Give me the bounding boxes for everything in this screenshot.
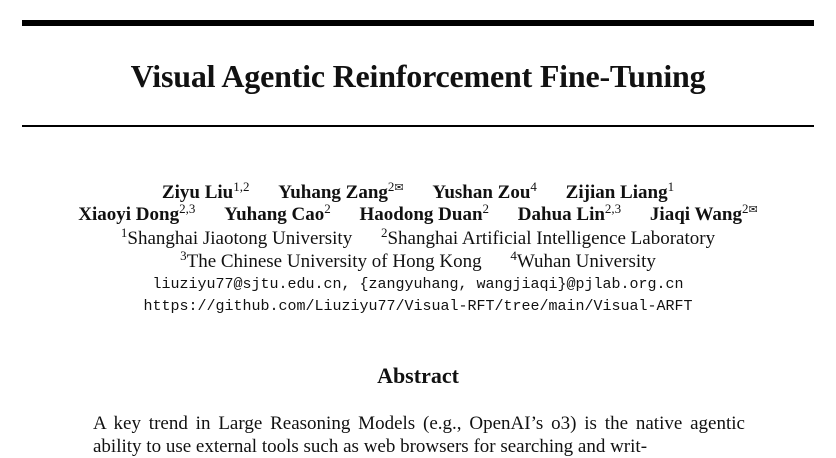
paper-title: Visual Agentic Reinforcement Fine-Tuning <box>130 58 706 94</box>
affiliation-line-2 <box>0 250 836 273</box>
affiliation-line-1 <box>0 227 836 250</box>
project-url[interactable]: https://github.com/Liuziyu77/Visual-RFT/tree/main/Visual-ARFT <box>143 298 693 315</box>
author-ziyu-liu: Ziyu Liu$^{1,2}$ <box>161 179 250 203</box>
author-emails: liuziyu77@sjtu.edu.cn, {zangyuhang, wangjiaqi}@pjlab.org.cn <box>152 276 684 293</box>
top-rule <box>22 20 814 26</box>
affiliation-shanghai-ai-lab: $^2$Shanghai Artificial Intelligence Laboratory <box>380 225 716 249</box>
affiliation-sjtu: $^1$Shanghai Jiaotong University <box>120 225 353 249</box>
affiliation-cuhk: $^3$The Chinese University of Hong Kong <box>180 248 482 272</box>
author-jiaqi-wang: Jiaqi Wang$^{2✉}$ <box>649 201 758 225</box>
author-yuhang-zang: Yuhang Zang$^{2✉}$ <box>278 179 404 203</box>
author-yushan-zou: Yushan Zou$^4$ <box>432 179 537 203</box>
author-line-1 <box>0 181 836 204</box>
author-xiaoyi-dong: Xiaoyi Dong$^{2,3}$ <box>78 201 196 225</box>
author-line-2 <box>0 203 836 226</box>
author-dahua-lin: Dahua Lin$^{2,3}$ <box>517 201 622 225</box>
abstract-text: A key trend in Large Reasoning Models (e.g., OpenAI’s o3) is the native agentic ability to use external tools such as web browsers for searching and writ- <box>93 413 745 457</box>
envelope-icon: ✉ <box>394 182 404 194</box>
author-zijian-liang: Zijian Liang$^1$ <box>565 179 675 203</box>
author-yuhang-cao: Yuhang Cao$^2$ <box>224 201 331 225</box>
title-rule <box>22 125 814 127</box>
author-haodong-duan: Haodong Duan$^2$ <box>359 201 490 225</box>
affiliation-wuhan: $^4$Wuhan University <box>510 248 656 272</box>
envelope-icon: ✉ <box>748 204 758 216</box>
abstract-heading: Abstract <box>377 363 459 388</box>
